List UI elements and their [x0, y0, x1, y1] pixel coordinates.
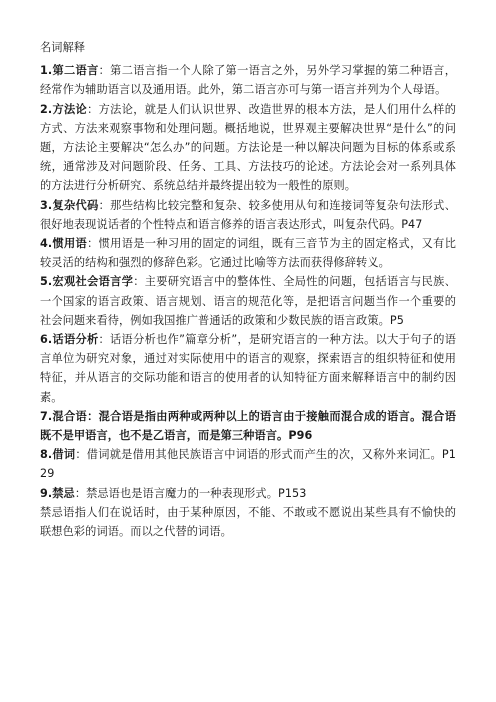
- entry-definition: ：第二语言指一个人除了第一语言之外，另外学习掌握的第二种语言，经常作为辅助语言以及通用语。此外，第二语言亦可与第一语言并列为个人母语。: [40, 64, 457, 97]
- entry-loanword: [40, 445, 456, 483]
- entry-definition: ：混合语是指由两种或两种以上的语言由于接触而混合成的语言。混合语既不是甲语言，也不是乙语言，而是第三种语言。P96: [40, 409, 456, 443]
- entry-term: 9.禁忌: [40, 486, 75, 500]
- entry-term: 1.第二语言: [40, 64, 99, 78]
- entry-complex-code: [40, 196, 456, 234]
- entry-term: 8.借词: [40, 448, 76, 462]
- entry-methodology: [40, 100, 456, 196]
- entry-term: 3.复杂代码: [40, 198, 99, 212]
- entry-discourse-analysis: [40, 330, 456, 407]
- entry-taboo: [40, 484, 456, 503]
- entry-definition: ：话语分析也作”篇章分析”，是研究语言的一种方法。以大于句子的语言单位为研究对象，通过对实际使用中的语言的观察，探索语言的组织特征和使用特征，并从语言的交际功能和语言的使用者的认知特征方面来解释语言中的制约因素。: [40, 333, 456, 404]
- entry-definition: ：惯用语是一种习用的固定的词组，既有三音节为主的固定格式，又有比较灵活的结构和强烈的修辞色彩。它通过比喻等方法而获得修辞转义。: [40, 237, 456, 270]
- closing-paragraph: 禁忌语指人们在说话时，由于某种原因，不能、不敢或不愿说出某些具有不愉快的联想色彩的词语。而以之代替的词语。: [40, 505, 456, 539]
- entry-mixed-language: [40, 407, 456, 445]
- entry-term: 2.方法论: [40, 102, 88, 116]
- entry-second-language: [40, 61, 456, 99]
- entry-term: 6.话语分析: [40, 333, 99, 347]
- entry-term: 5.宏观社会语言学: [40, 275, 134, 289]
- entry-definition: ：主要研究语言中的整体性、全局性的问题，包括语言与民族、一个国家的语言政策、语言规划、语言的规范化等，是把语言问题当作一个重要的社会问题来看待，例如我国推广普通话的政策和少数民族的语言政策。P5: [40, 275, 456, 327]
- entry-definition: ：禁忌语也是语言魔力的一种表现形式。P153: [74, 486, 307, 500]
- document-page: [40, 38, 456, 541]
- entry-term: 7.混合语: [40, 409, 88, 423]
- document-title: 名词解释: [40, 41, 86, 54]
- entry-macro-sociolinguistics: [40, 272, 456, 330]
- entry-definition: ：借词就是借用其他民族语言中词语的形式而产生的次，又称外来词汇。P129: [40, 448, 456, 481]
- entry-definition: ：方法论，就是人们认识世界、改造世界的根本方法，是人们用什么样的方式、方法来观察事物和处理问题。概括地说，世界观主要解决世界“是什么”的问题，方法论主要解决“怎么办”的问题。方法论是一种以解决问题为目标的体系或系统，通常涉及对问题阶段、任务、工具、方法技巧的论述。方法论会对一系列具体的方法进行分析研究、系统总结并最终提出较为一般性的原则。: [40, 102, 456, 193]
- entry-definition: ：那些结构比较完整和复杂、较多使用从句和连接词等复杂句法形式、很好地表现说话者的个性特点和语言修养的语言表达形式，叫复杂代码。P47: [40, 198, 457, 231]
- entry-term: 4.惯用语: [40, 237, 88, 251]
- entry-idiom: [40, 234, 456, 272]
